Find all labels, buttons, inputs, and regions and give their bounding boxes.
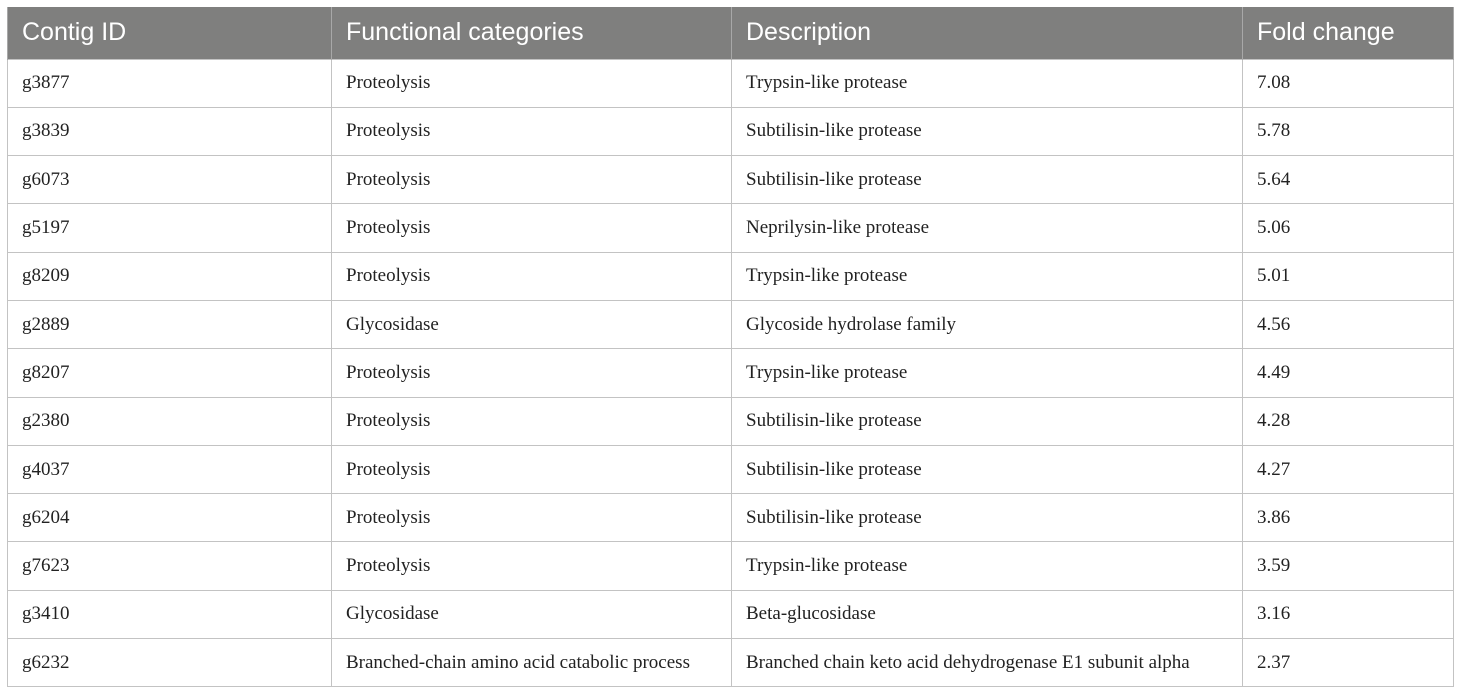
cell-contig-id: g4037 (8, 445, 332, 493)
table-row (8, 300, 1454, 348)
cell-fold-change: 4.49 (1243, 349, 1454, 397)
cell-description: Trypsin-like protease (732, 59, 1243, 107)
cell-fold-change: 2.37 (1243, 639, 1454, 687)
cell-functional-category: Glycosidase (332, 590, 732, 638)
header-functional-categories: Functional categories (332, 7, 732, 59)
cell-functional-category: Proteolysis (332, 252, 732, 300)
cell-contig-id: g3410 (8, 590, 332, 638)
cell-functional-category: Proteolysis (332, 397, 732, 445)
header-fold-change: Fold change (1243, 7, 1454, 59)
cell-functional-category: Proteolysis (332, 59, 732, 107)
cell-functional-category: Proteolysis (332, 107, 732, 155)
cell-functional-category: Branched-chain amino acid catabolic process (332, 639, 732, 687)
cell-description: Subtilisin-like protease (732, 107, 1243, 155)
table-row (8, 445, 1454, 493)
table-row (8, 204, 1454, 252)
cell-description: Glycoside hydrolase family (732, 300, 1243, 348)
table-row (8, 494, 1454, 542)
header-contig-id: Contig ID (8, 7, 332, 59)
cell-contig-id: g3877 (8, 59, 332, 107)
cell-contig-id: g6073 (8, 156, 332, 204)
cell-contig-id: g2889 (8, 300, 332, 348)
fold-change-table (7, 7, 1454, 687)
cell-description: Branched chain keto acid dehydrogenase E1 subunit alpha (732, 639, 1243, 687)
header-row (8, 7, 1454, 59)
table-row (8, 349, 1454, 397)
table-row (8, 590, 1454, 638)
cell-fold-change: 3.86 (1243, 494, 1454, 542)
cell-contig-id: g8209 (8, 252, 332, 300)
cell-fold-change: 4.28 (1243, 397, 1454, 445)
cell-description: Subtilisin-like protease (732, 397, 1243, 445)
cell-fold-change: 3.16 (1243, 590, 1454, 638)
cell-fold-change: 5.01 (1243, 252, 1454, 300)
data-table-container (7, 7, 1453, 687)
header-description: Description (732, 7, 1243, 59)
cell-fold-change: 3.59 (1243, 542, 1454, 590)
table-body (8, 59, 1454, 687)
table-row (8, 639, 1454, 687)
cell-fold-change: 4.56 (1243, 300, 1454, 348)
cell-description: Neprilysin-like protease (732, 204, 1243, 252)
cell-description: Trypsin-like protease (732, 252, 1243, 300)
cell-fold-change: 7.08 (1243, 59, 1454, 107)
cell-functional-category: Proteolysis (332, 156, 732, 204)
cell-functional-category: Proteolysis (332, 494, 732, 542)
cell-description: Trypsin-like protease (732, 542, 1243, 590)
table-header (8, 7, 1454, 59)
cell-contig-id: g3839 (8, 107, 332, 155)
cell-contig-id: g5197 (8, 204, 332, 252)
table-row (8, 107, 1454, 155)
cell-fold-change: 5.78 (1243, 107, 1454, 155)
cell-contig-id: g6232 (8, 639, 332, 687)
cell-contig-id: g6204 (8, 494, 332, 542)
table-row (8, 397, 1454, 445)
cell-functional-category: Proteolysis (332, 349, 732, 397)
cell-contig-id: g7623 (8, 542, 332, 590)
cell-description: Trypsin-like protease (732, 349, 1243, 397)
cell-description: Subtilisin-like protease (732, 156, 1243, 204)
cell-functional-category: Proteolysis (332, 204, 732, 252)
table-row (8, 542, 1454, 590)
cell-contig-id: g8207 (8, 349, 332, 397)
cell-fold-change: 4.27 (1243, 445, 1454, 493)
cell-description: Subtilisin-like protease (732, 494, 1243, 542)
cell-contig-id: g2380 (8, 397, 332, 445)
cell-description: Subtilisin-like protease (732, 445, 1243, 493)
cell-functional-category: Proteolysis (332, 542, 732, 590)
table-row (8, 252, 1454, 300)
cell-functional-category: Proteolysis (332, 445, 732, 493)
table-row (8, 156, 1454, 204)
cell-functional-category: Glycosidase (332, 300, 732, 348)
table-row (8, 59, 1454, 107)
cell-description: Beta-glucosidase (732, 590, 1243, 638)
cell-fold-change: 5.06 (1243, 204, 1454, 252)
cell-fold-change: 5.64 (1243, 156, 1454, 204)
